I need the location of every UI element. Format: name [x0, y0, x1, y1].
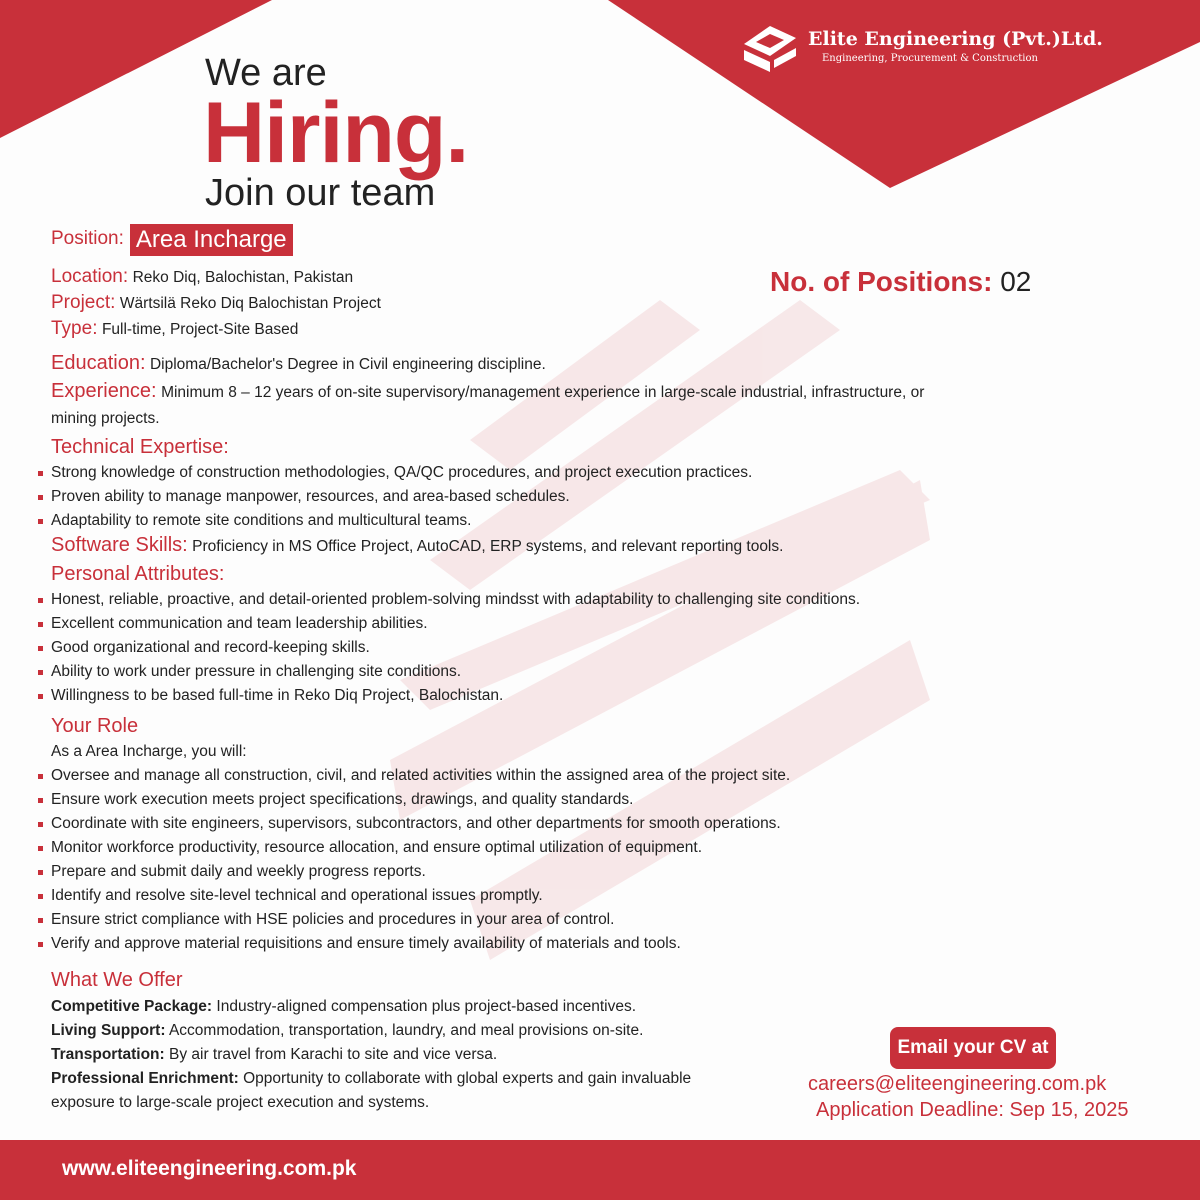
experience-value: Minimum 8 – 12 years of on-site supervisory/management experience in large-scale industrial, infrastructure, or: [161, 384, 925, 401]
list-item: Ability to work under pressure in challenging site conditions.: [36, 660, 860, 684]
offer-list: [51, 995, 691, 1115]
offer-item-label: Living Support:: [51, 1022, 166, 1039]
education-value: Diploma/Bachelor's Degree in Civil engineering discipline.: [149, 356, 546, 373]
application-deadline: Application Deadline: Sep 15, 2025: [816, 1099, 1129, 1121]
location-value: Reko Diq, Balochistan, Pakistan: [132, 269, 354, 286]
offer-item-value: Accommodation, transportation, laundry, and meal provisions on-site.: [168, 1022, 644, 1039]
list-item: Monitor workforce productivity, resource allocation, and ensure optimal utilization of equipment.: [36, 836, 790, 860]
offer-item: [51, 1067, 691, 1091]
list-item: Honest, reliable, proactive, and detail-oriented problem-solving mindsst with adaptability to challenging site conditions.: [36, 588, 860, 612]
role-intro: As a Area Incharge, you will:: [51, 743, 247, 760]
type-value: Full-time, Project-Site Based: [101, 321, 299, 338]
website-link[interactable]: www.eliteengineering.com.pk: [62, 1157, 357, 1180]
offer-item-label: Competitive Package:: [51, 998, 213, 1015]
personal-list: [36, 588, 860, 708]
positions-value: 02: [1000, 266, 1032, 297]
offer-heading: What We Offer: [51, 969, 183, 991]
careers-email-link[interactable]: careers@eliteengineering.com.pk: [808, 1073, 1107, 1095]
software-label: Software Skills:: [51, 534, 188, 556]
position-badge: Area Incharge: [130, 224, 293, 256]
technical-heading: Technical Expertise:: [51, 436, 229, 458]
education-row: [51, 352, 546, 375]
list-item: Adaptability to remote site conditions and multicultural teams.: [36, 509, 752, 533]
offer-item: [51, 1043, 691, 1067]
type-label: Type:: [51, 318, 98, 339]
technical-list: [36, 461, 752, 533]
project-label: Project:: [51, 292, 116, 313]
email-cv-button[interactable]: Email your CV at: [890, 1027, 1056, 1069]
list-item: Ensure strict compliance with HSE policies and procedures in your area of control.: [36, 908, 790, 932]
list-item: Coordinate with site engineers, supervisors, subcontractors, and other departments for smooth operations.: [36, 812, 790, 836]
offer-item-value: Industry-aligned compensation plus project-based incentives.: [216, 998, 637, 1015]
education-label: Education:: [51, 352, 146, 374]
role-heading: Your Role: [51, 715, 139, 737]
location-row: [51, 266, 353, 288]
offer-item-value: Opportunity to collaborate with global experts and gain invaluable: [243, 1070, 692, 1087]
company-name: Elite Engineering (Pvt.)Ltd.: [808, 28, 1103, 50]
offer-item-cont: exposure to large-scale project execution and systems.: [51, 1094, 430, 1111]
position-row: [51, 224, 293, 256]
type-row: [51, 318, 298, 340]
experience-row: [51, 380, 924, 403]
software-row: [51, 534, 783, 557]
list-item: Willingness to be based full-time in Reko Diq Project, Balochistan.: [36, 684, 860, 708]
personal-heading: Personal Attributes:: [51, 563, 225, 585]
company-logo: [740, 20, 1103, 80]
list-item: Prepare and submit daily and weekly progress reports.: [36, 860, 790, 884]
position-label: Position:: [51, 228, 124, 250]
project-row: [51, 292, 381, 314]
list-item: Good organizational and record-keeping skills.: [36, 636, 860, 660]
headline-we-are: We are: [205, 52, 327, 94]
offer-item: [51, 995, 691, 1019]
headline-join-team: Join our team: [205, 172, 436, 214]
list-item: Proven ability to manage manpower, resources, and area-based schedules.: [36, 485, 752, 509]
list-item: Verify and approve material requisitions and ensure timely availability of materials and tools.: [36, 932, 790, 956]
headline-hiring: Hiring.: [203, 85, 469, 181]
positions-label: No. of Positions:: [770, 266, 993, 297]
offer-item-label: Transportation:: [51, 1046, 165, 1063]
list-item: Identify and resolve site-level technical and operational issues promptly.: [36, 884, 790, 908]
list-item: Excellent communication and team leadership abilities.: [36, 612, 860, 636]
experience-value-cont: mining projects.: [51, 410, 160, 427]
location-label: Location:: [51, 266, 129, 287]
experience-label: Experience:: [51, 380, 157, 402]
list-item: Oversee and manage all construction, civil, and related activities within the assigned area of the project site.: [36, 764, 790, 788]
logo-mark-icon: [740, 20, 800, 78]
software-value: Proficiency in MS Office Project, AutoCAD, ERP systems, and relevant reporting tools.: [192, 538, 784, 555]
list-item: Ensure work execution meets project specifications, drawings, and quality standards.: [36, 788, 790, 812]
list-item: Strong knowledge of construction methodologies, QA/QC procedures, and project execution practices.: [36, 461, 752, 485]
offer-item-value: By air travel from Karachi to site and vice versa.: [168, 1046, 498, 1063]
company-tagline: Engineering, Procurement & Construction: [822, 53, 1038, 64]
positions-count: [770, 266, 1031, 298]
role-list: [36, 764, 790, 956]
offer-item: [51, 1019, 691, 1043]
offer-item-label: Professional Enrichment:: [51, 1070, 239, 1087]
project-value: Wärtsilä Reko Diq Balochistan Project: [119, 295, 381, 312]
